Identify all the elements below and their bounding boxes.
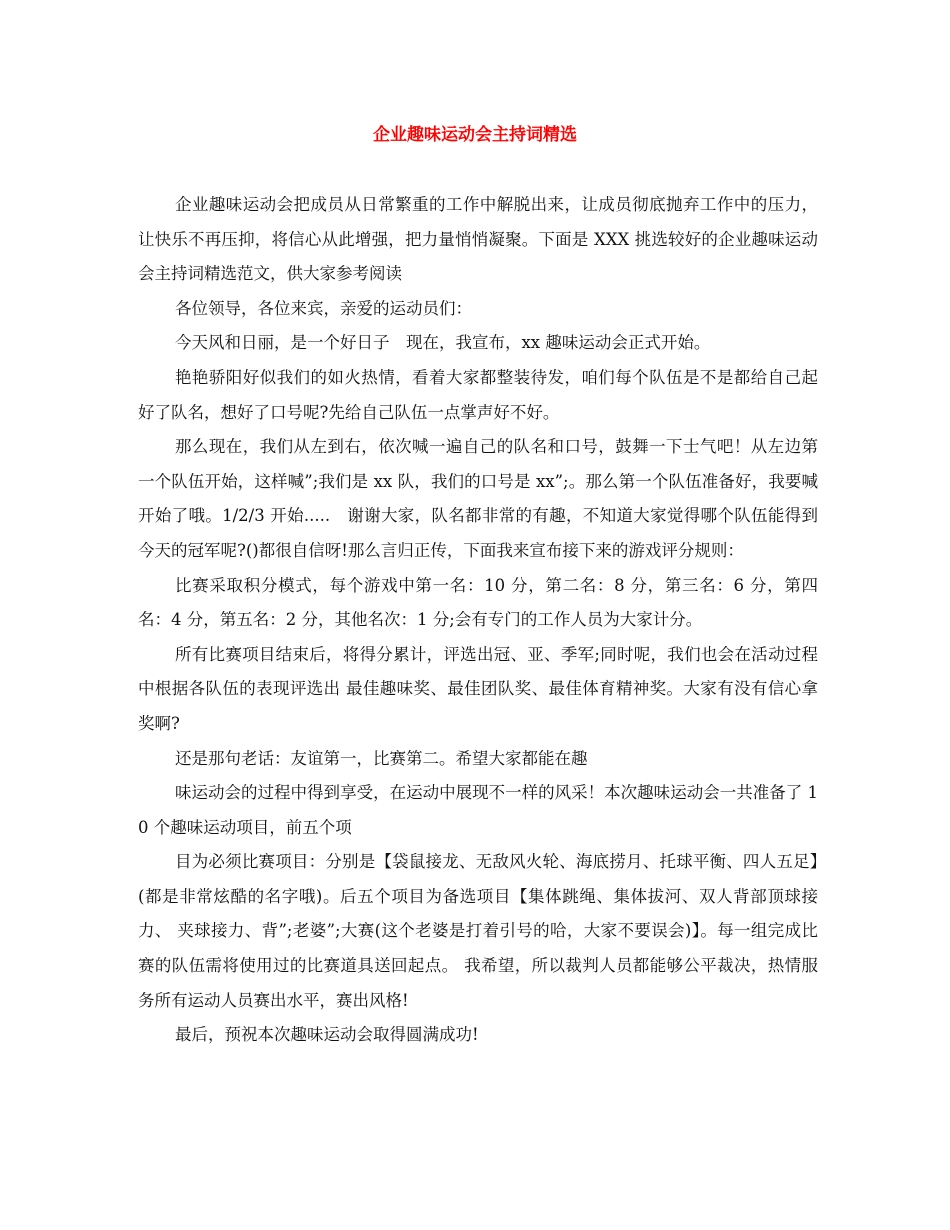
paragraph: 那么现在，我们从左到右，依次喊一遍自己的队名和口号，鼓舞一下士气吧！从左边第一个队伍开始，这样喊”;我们是 xx 队，我们的口号是 xx”;。那么第一个队伍准备好，我要喊开始了哦。1/2/3 开始..... 谢谢大家，队名都非常的有趣，不知道大家觉得哪个队伍能得到今天的冠军呢?()都很自信呀!那么言归正传，下面我来宣布接下来的游戏评分规则： (138, 437, 818, 560)
paragraph: 还是那句老话：友谊第一，比赛第二。希望大家都能在趣 (175, 748, 588, 768)
paragraph: 各位领导，各位来宾，亲爱的运动员们： (175, 298, 472, 318)
paragraph: 最后，预祝本次趣味运动会取得圆满成功! (175, 1025, 479, 1045)
paragraph: 企业趣味运动会把成员从日常繁重的工作中解脱出来，让成员彻底抛弃工作中的压力，让快乐不再压抑，将信心从此增强，把力量悄悄凝聚。下面是 XXX 挑选较好的企业趣味运动会主持词精选范文，供大家参考阅读 (138, 195, 818, 284)
document-body (138, 188, 818, 1053)
paragraph: 比赛采取积分模式，每个游戏中第一名：10 分，第二名：8 分，第三名：6 分，第四名：4 分，第五名：2 分，其他名次：1 分;会有专门的工作人员为大家计分。 (138, 575, 818, 630)
paragraph: 所有比赛项目结束后，将得分累计，评选出冠、亚、季军;同时呢，我们也会在活动过程中根据各队伍的表现评选出 最佳趣味奖、最佳团队奖、最佳体育精神奖。大家有没有信心拿奖啊? (138, 644, 818, 733)
document-title: 企业趣味运动会主持词精选 (373, 125, 577, 145)
paragraph: 目为必须比赛项目：分别是【袋鼠接龙、无敌风火轮、海底捞月、托球平衡、四人五足】(都是非常炫酷的名字哦)。后五个项目为备选项目【集体跳绳、集体拔河、双人背部顶球接力、 夹球接力、背”;老婆”;大赛(这个老婆是打着引号的哈，大家不要误会)】。每一组完成比赛的队伍需将使用过的比赛道具送回起点。 我希望，所以裁判人员都能够公平裁决，热情服务所有运动人员赛出水平，赛出风格! (138, 852, 818, 1010)
paragraph: 味运动会的过程中得到享受，在运动中展现不一样的风采！本次趣味运动会一共准备了 10 个趣味运动项目，前五个项 (138, 783, 818, 837)
paragraph: 今天风和日丽，是一个好日子 现在，我宣布，xx 趣味运动会正式开始。 (175, 333, 711, 353)
paragraph: 艳艳骄阳好似我们的如火热情，看着大家都整装待发，咱们每个队伍是不是都给自己起好了队名，想好了口号呢?先给自己队伍一点掌声好不好。 (138, 367, 818, 422)
